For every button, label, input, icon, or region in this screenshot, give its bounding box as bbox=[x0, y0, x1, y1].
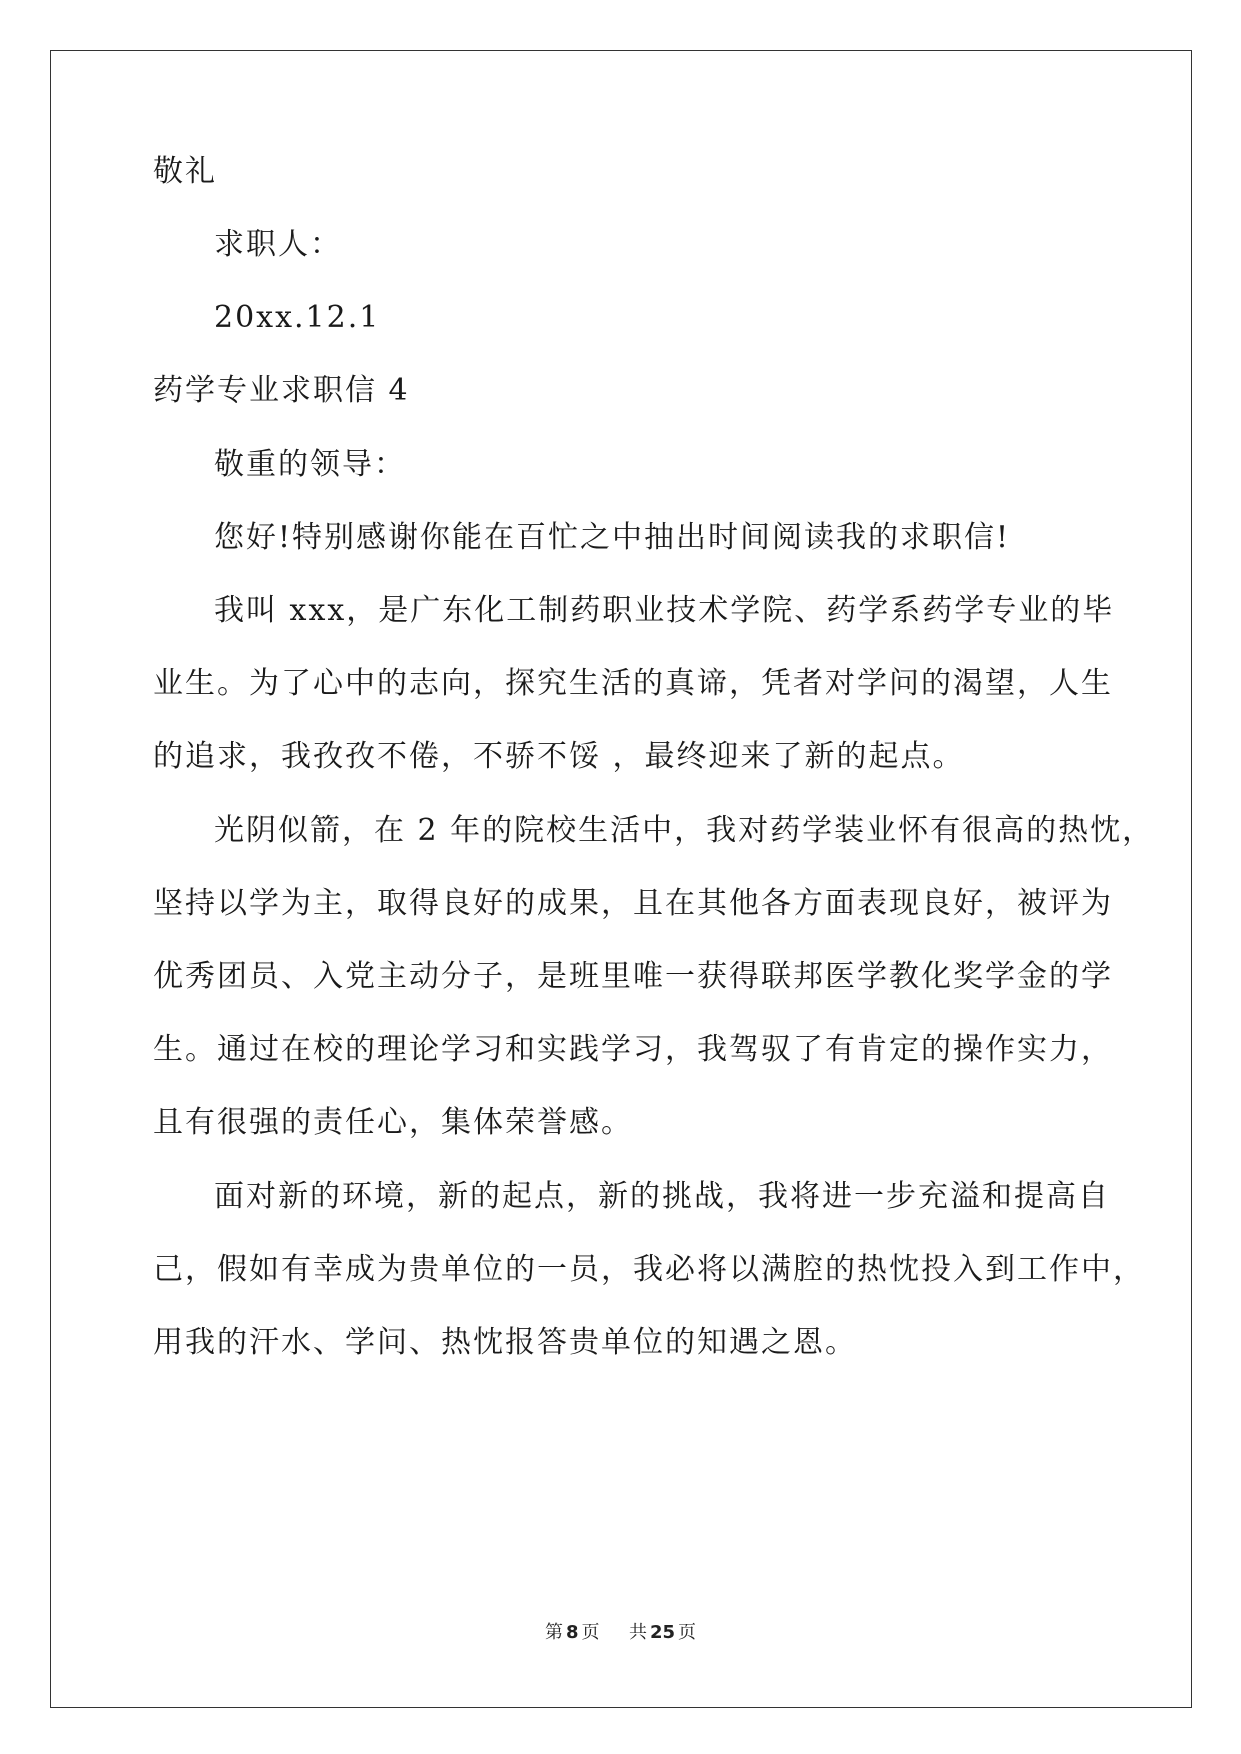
page-prefix: 第 bbox=[544, 1622, 563, 1643]
date-line: 20xx.12.1 bbox=[214, 300, 381, 335]
letter-title: 药学专业求职信 4 bbox=[153, 373, 410, 408]
paragraph-2-line-1: 光阴似箭，在 2 年的院校生活中，我对药学装业怀有很高的热忱， bbox=[214, 813, 1155, 848]
page-number: 8 bbox=[565, 1622, 579, 1643]
paragraph-3-line-3: 用我的汗水、学问、热忱报答贵单位的知遇之恩。 bbox=[153, 1325, 857, 1360]
paragraph-3-line-1: 面对新的环境，新的起点，新的挑战，我将进一步充溢和提高自 bbox=[214, 1179, 1110, 1214]
applicant-line: 求职人： bbox=[214, 227, 342, 262]
page-footer bbox=[0, 1621, 1241, 1645]
salutation-line: 敬重的领导： bbox=[214, 447, 406, 482]
closing-line: 敬礼 bbox=[153, 154, 217, 189]
total-suffix: 页 bbox=[678, 1622, 697, 1643]
page-suffix: 页 bbox=[581, 1622, 600, 1643]
paragraph-1-line-1: 我叫 xxx，是广东化工制药职业技术学院、药学系药学专业的毕 bbox=[214, 593, 1115, 628]
paragraph-1-line-3: 的追求，我孜孜不倦，不骄不馁 ，最终迎来了新的起点。 bbox=[153, 739, 965, 774]
total-prefix: 共 bbox=[628, 1622, 647, 1643]
paragraph-3-line-2: 己，假如有幸成为贵单位的一员，我必将以满腔的热忱投入到工作中， bbox=[153, 1252, 1145, 1287]
paragraph-2-line-2: 坚持以学为主，取得良好的成果，且在其他各方面表现良好，被评为 bbox=[153, 886, 1113, 921]
paragraph-2-line-4: 生。通过在校的理论学习和实践学习，我驾驭了有肯定的操作实力， bbox=[153, 1032, 1113, 1067]
paragraph-2-line-5: 且有很强的责任心，集体荣誉感。 bbox=[153, 1105, 633, 1140]
total-pages: 25 bbox=[649, 1622, 676, 1643]
greeting-line: 您好!特别感谢你能在百忙之中抽出时间阅读我的求职信! bbox=[214, 520, 1011, 555]
paragraph-2-line-3: 优秀团员、入党主动分子，是班里唯一获得联邦医学教化奖学金的学 bbox=[153, 959, 1113, 994]
paragraph-1-line-2: 业生。为了心中的志向，探究生活的真谛，凭者对学问的渴望，人生 bbox=[153, 666, 1113, 701]
